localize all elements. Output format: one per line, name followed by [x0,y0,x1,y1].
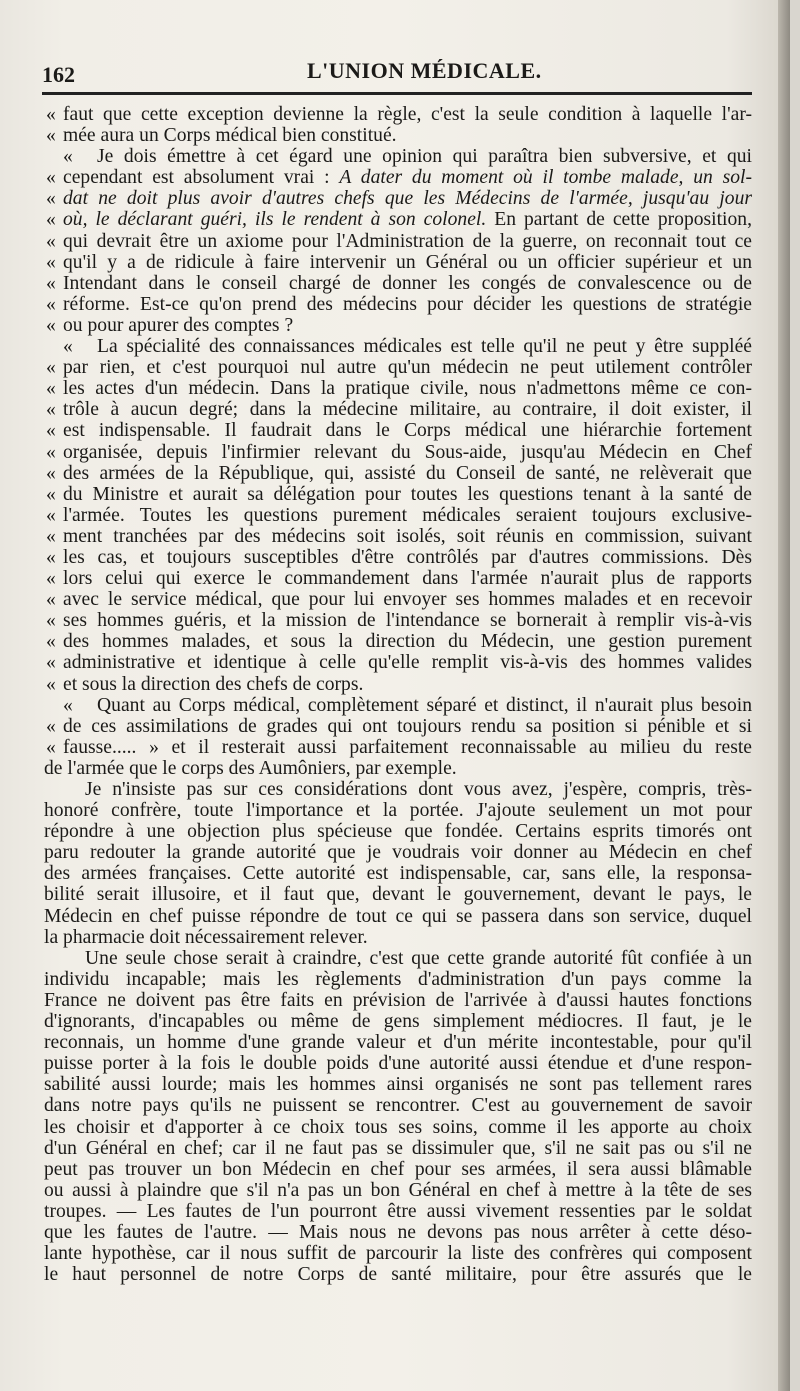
line-text: du Ministre et aurait sa délégation pour toutes les questions tenant à la santé de [63,483,752,505]
text-line [46,104,752,125]
text-line [46,969,752,990]
line-text: de l'armée que le corps des Aumôniers, par exemple. [44,757,457,779]
text-line [46,610,752,631]
page-edge [778,0,790,1391]
quote-mark: « [46,631,56,653]
page-header [42,58,752,92]
text-line [46,695,752,716]
text-line [46,1095,752,1116]
text-line [46,884,752,905]
line-text: répondre à une objection plus spécieuse que fondée. Certains esprits timorés ont [44,821,752,843]
paragraph-indent: « [63,146,73,168]
quote-mark: « [46,483,56,505]
line-text: administrative et identique à celle qu'elle remplit vis-à-vis des hommes valides [63,652,752,674]
quote-mark: « [46,251,56,273]
text-line [46,758,752,779]
text-line [46,1011,752,1032]
line-text: réforme. Est-ce qu'on prend des médecins pour décider les questions de stratégie [63,293,752,315]
line-text: l'armée. Toutes les questions purement médicales seraient toujours exclusive- [63,504,752,526]
text-line [46,463,752,484]
text-line [46,1032,752,1053]
quote-mark: « [46,715,56,737]
text-line [46,1243,752,1264]
line-text: qu'il y a de ridicule à faire intervenir un Général ou un officier supérieur et un [63,251,752,273]
line-text: Une seule chose serait à craindre, c'est que cette grande autorité fût confiée à un [85,947,752,969]
quote-mark: « [46,441,56,463]
line-text: dans notre pays qu'ils ne puissent se rencontrer. C'est au gouvernement de savoir [44,1095,752,1117]
quote-mark: « [46,652,56,674]
quote-mark: « [46,525,56,547]
text-line [46,167,752,188]
quote-mark: « [46,610,56,632]
quote-mark: « [46,736,56,758]
text-line [46,990,752,1011]
line-text: Je dois émettre à cet égard une opinion qui paraîtra bien subversive, et qui [97,146,752,168]
text-line [46,1180,752,1201]
line-text: trôle à aucun degré; dans la médecine militaire, au contraire, il doit exister, il [63,399,752,421]
line-text: qui devrait être un axiome pour l'Administration de la guerre, on reconnait tout ce [63,230,752,252]
quote-mark: « [46,568,56,590]
text-line [46,357,752,378]
line-text: d'ignorants, d'incapables ou même de gens simplement médiocres. Il faut, je le [44,1011,752,1033]
text-line [46,273,752,294]
quote-mark: « [46,420,56,442]
line-text: dat ne doit plus avoir d'autres chefs que les Médecins de l'armée, jusqu'au jour [63,188,752,210]
text-line [46,589,752,610]
quote-mark: « [46,167,56,189]
quote-mark: « [46,504,56,526]
line-text: paru redouter la grande autorité que je voudrais voir donner au Médecin en chef [44,842,752,864]
text-line [46,906,752,927]
line-text: les cas, et toujours susceptibles d'être contrôlés par d'autres commissions. Dès [63,546,752,568]
text-line [46,568,752,589]
text-line [46,1222,752,1243]
line-text: sabilité aussi lourde; mais les hommes ainsi organisés ne sont pas tellement rares [44,1074,752,1096]
line-text: lante hypothèse, car il nous suffit de parcourir la liste des confrères qui composent [44,1243,752,1265]
line-text: d'un Général en chef; car il ne faut pas se dissimuler que, s'il ne sait pas ou s'il ne [44,1137,752,1159]
text-line [46,188,752,209]
line-text: faut que cette exception devienne la règle, c'est la seule condition à laquelle l'ar- [63,104,752,125]
line-text: mée aura un Corps médical bien constitué. [63,125,397,147]
quote-mark: « [46,230,56,252]
line-text: honoré confrère, toute l'importance et la portée. J'ajoute seulement un mot pour [44,800,752,822]
line-text: Médecin en chef puisse répondre de tout ce qui se passera dans son service, duquel [44,905,752,927]
text-line [46,1138,752,1159]
quote-mark: « [46,546,56,568]
header-rule [42,92,752,95]
line-text: avec le service médical, que pour lui envoyer ses hommes malades et en recevoir [63,589,752,611]
line-text: est indispensable. Il faudrait dans le Corps médical une hiérarchie fortement [63,420,752,442]
quote-mark: « [46,272,56,294]
quote-mark: « [46,589,56,611]
line-text: organisée, depuis l'infirmier relevant du Sous-aide, jusqu'au Médecin en Chef [63,441,752,463]
quote-mark: « [46,399,56,421]
line-text: Quant au Corps médical, complètement séparé et distinct, il n'aurait plus besoin [97,694,752,716]
line-text: France ne doivent pas être faits en prévision de l'arrivée à d'aussi hautes fonctions [44,989,752,1011]
quote-mark: « [46,378,56,400]
text-line [46,146,752,167]
line-text: La spécialité des connaissances médicales est telle qu'il ne peut y être suppléé [97,336,752,358]
line-text: des armées de la République, qui, assisté du Conseil de santé, ne relèverait que [63,462,752,484]
text-line [46,1074,752,1095]
text-line [46,125,752,146]
line-text: les choisir et d'apporter à ce choix tous ses soins, comme il les apporte au choix [44,1116,752,1138]
line-text: Intendant dans le conseil chargé de donner les congés de convalescence ou de [63,272,752,294]
text-line [46,231,752,252]
line-text: que les fautes de l'autre. — Mais nous ne devons pas nous arrêter à cette déso- [44,1221,752,1243]
line-text: ment tranchées par des médecins soit isolés, soit réunis en commission, suivant [63,525,752,547]
text-line [46,420,752,441]
line-text: ou aussi à plaindre que s'il n'a pas un bon Général en chef à mettre à la tête de ses [44,1179,752,1201]
line-text: le haut personnel de notre Corps de santé militaire, pour être assurés que le [44,1264,752,1286]
quote-mark: « [46,209,56,231]
paragraph-indent: « [63,336,73,358]
quote-mark: « [46,357,56,379]
text-line [46,842,752,863]
line-text: Je n'insiste pas sur ces considérations dont vous avez, j'espère, compris, très- [85,779,752,800]
line-text: troupes. — Les fautes de l'un pourront être aussi vivement ressenties par le soldat [44,1200,752,1222]
text-line [46,1117,752,1138]
text-line [46,800,752,821]
quote-mark: « [46,125,56,147]
line-text: des armées françaises. Cette autorité est indispensable, car, sans elle, la responsa- [44,863,752,885]
paragraph-indent: « [63,694,73,716]
body-text [46,104,752,1285]
text-line [46,1053,752,1074]
line-text: de ces assimilations de grades qui ont toujours rendu sa position si pénible et si [63,715,752,737]
quote-mark: « [46,462,56,484]
text-line [46,652,752,673]
text-line [46,674,752,695]
text-line [46,484,752,505]
line-text: individu incapable; mais les règlements d'administration d'un pays comme la [44,968,752,990]
quote-mark: « [46,673,56,695]
text-line [46,378,752,399]
text-line [46,631,752,652]
quote-mark: « [46,188,56,210]
line-text: les actes d'un médecin. Dans la pratique civile, nous n'admettons même ce con- [63,378,752,400]
text-line [46,1159,752,1180]
text-line [46,505,752,526]
text-line [46,1201,752,1222]
line-text: puisse porter à la fois le double poids d'une autorité aussi étendue et d'une respon- [44,1053,752,1075]
line-text: où, le déclarant guéri, ils le rendent à son colonel. En partant de cette proposition, [63,209,752,231]
page-number: 162 [42,62,75,87]
text-line [46,315,752,336]
text-line [46,1264,752,1285]
line-text: cependant est absolument vrai : A dater du moment où il tombe malade, un sol- [63,167,752,189]
line-text: et sous la direction des chefs de corps. [63,673,364,695]
text-line [46,399,752,420]
line-text: lors celui qui exerce le commandement dans l'armée n'aurait plus de rapports [63,568,752,590]
line-text: la pharmacie doit nécessairement relever. [44,926,368,948]
text-line [46,927,752,948]
line-text: par rien, et c'est pourquoi nul autre qu'un médecin ne peut utilement contrôler [63,357,752,379]
line-text: ou pour apurer des comptes ? [63,314,294,336]
text-line [46,547,752,568]
journal-title: L'UNION MÉDICALE. [307,58,542,83]
text-line [46,779,752,800]
text-line [46,821,752,842]
text-line [46,863,752,884]
text-line [46,252,752,273]
line-text: ses hommes guéris, et la mission de l'intendance se bornerait à remplir vis-à-vis [63,610,752,632]
line-text: fausse..... » et il resterait aussi parfaitement reconnaissable au milieu du reste [63,736,752,758]
text-line [46,737,752,758]
quote-mark: « [46,293,56,315]
quote-mark: « [46,104,56,125]
text-line [46,716,752,737]
text-line [46,948,752,969]
line-text: des hommes malades, et sous la direction du Médecin, une gestion purement [63,631,752,653]
text-line [46,336,752,357]
quote-mark: « [46,314,56,336]
text-line [46,294,752,315]
text-line [46,442,752,463]
line-text: peut pas trouver un bon Médecin en chef pour ses armées, il sera aussi blâmable [44,1158,752,1180]
line-text: bilité serait illusoire, et il faut que, devant le gouvernement, devant le pays, le [44,884,752,906]
text-line [46,209,752,230]
line-text: reconnais, un homme d'une grande valeur et d'un mérite incontestable, pour qu'il [44,1032,752,1054]
text-line [46,526,752,547]
